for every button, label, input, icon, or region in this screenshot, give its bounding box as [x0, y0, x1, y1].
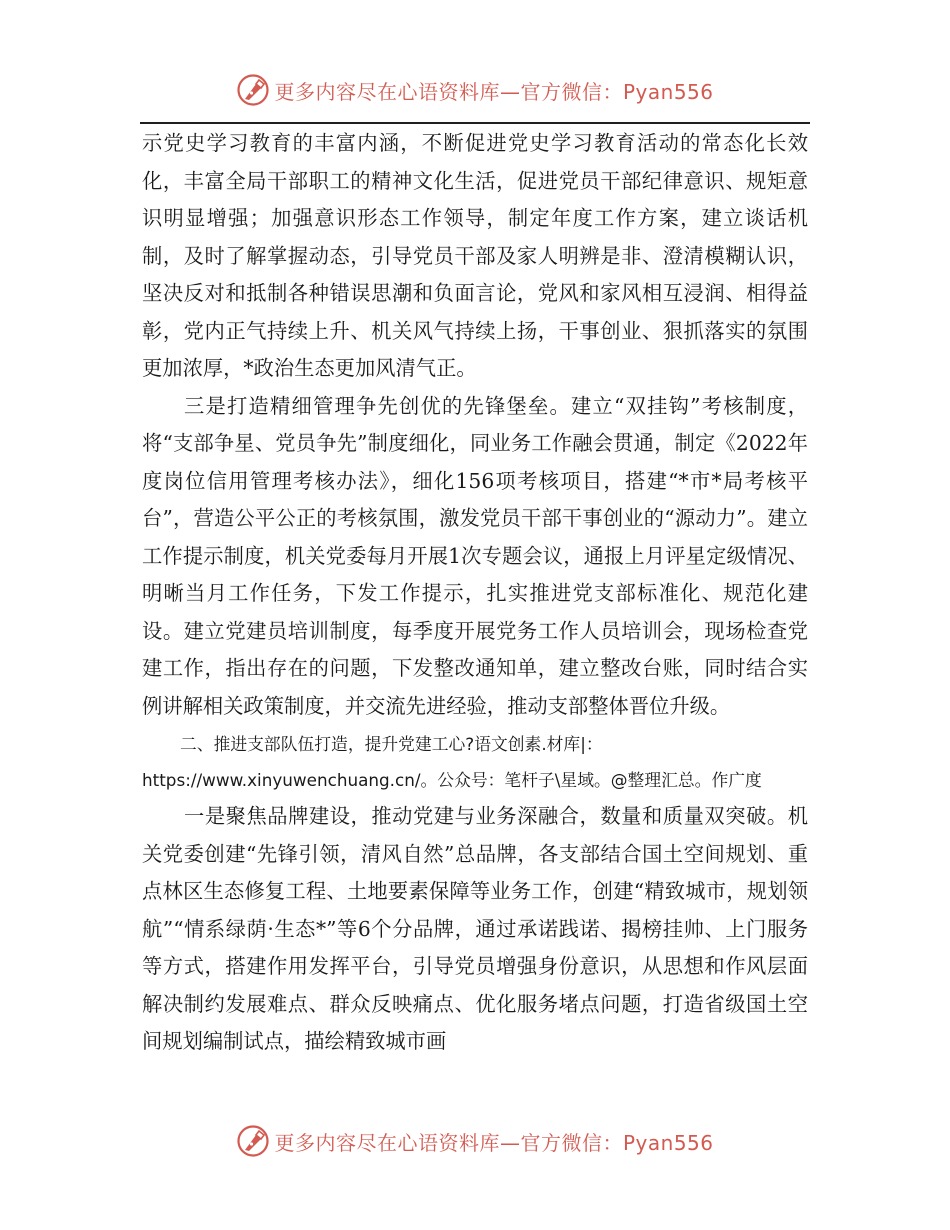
section-heading: 二、推进支部队伍打造，提升党建工心?语文创素.材库|：https://www.xinyuwenchuang.cn/。公众号：笔杆子\星域。@整理汇总。作广度: [142, 734, 762, 790]
paragraph: 一是聚焦品牌建设，推动党建与业务深融合，数量和质量双突破。机关党委创建“先锋引领，清风自然”总品牌，各支部结合国土空间规划、重点林区生态修复工程、土地要素保障等业务工作，创建“精致城市，规划领航”“情系绿荫·生态*”等6个分品牌，通过承诺践诺、揭榜挂帅、上门服务等方式，搭建作用发挥平台，引导党员增强身份意识，从思想和作风层面解决制约发展难点、群众反映痛点、优化服务堵点问题，打造省级国土空间规划编制试点，描绘精致城市画: [142, 804, 808, 1053]
watermark-text: 更多内容尽在心语资料库—官方微信：Pyan556: [274, 79, 714, 104]
pen-nib-seal-icon: [236, 1124, 270, 1158]
header-watermark: [0, 68, 950, 112]
watermark-text: 更多内容尽在心语资料库—官方微信：Pyan556: [274, 1130, 714, 1155]
header-rule: [140, 122, 810, 124]
paragraph: 三是打造精细管理争先创优的先锋堡垒。建立“双挂钩”考核制度，将“支部争星、党员争先”制度细化，同业务工作融会贯通，制定《2022年度岗位信用管理考核办法》，细化156项考核项目，搭建“*市*局考核平台”，营造公平公正的考核氛围，激发党员干部干事创业的“源动力”。建立工作提示制度，机关党委每月开展1次专题会议，通报上月评星定级情况、明晰当月工作任务，下发工作提示，扎实推进党支部标准化、规范化建设。建立党建员培训制度，每季度开展党务工作人员培训会，现场检查党建工作，指出存在的问题，下发整改通知单，建立整改台账，同时结合实例讲解相关政策制度，并交流先进经验，推动支部整体晋位升级。: [142, 393, 808, 718]
document-body: [142, 125, 808, 1061]
footer-watermark: [0, 1119, 950, 1163]
paragraph: 示党史学习教育的丰富内涵，不断促进党史学习教育活动的常态化长效化，丰富全局干部职工的精神文化生活，促进党员干部纪律意识、规矩意识明显增强；加强意识形态工作领导，制定年度工作方案，建立谈话机制，及时了解掌握动态，引导党员干部及家人明辨是非、澄清模糊认识，坚决反对和抵制各种错误思潮和负面言论，党风和家风相互浸润、相得益彰，党内正气持续上升、机关风气持续上扬，干事创业、狠抓落实的氛围更加浓厚，*政治生态更加风清气正。: [142, 131, 808, 380]
pen-nib-seal-icon: [236, 73, 270, 107]
